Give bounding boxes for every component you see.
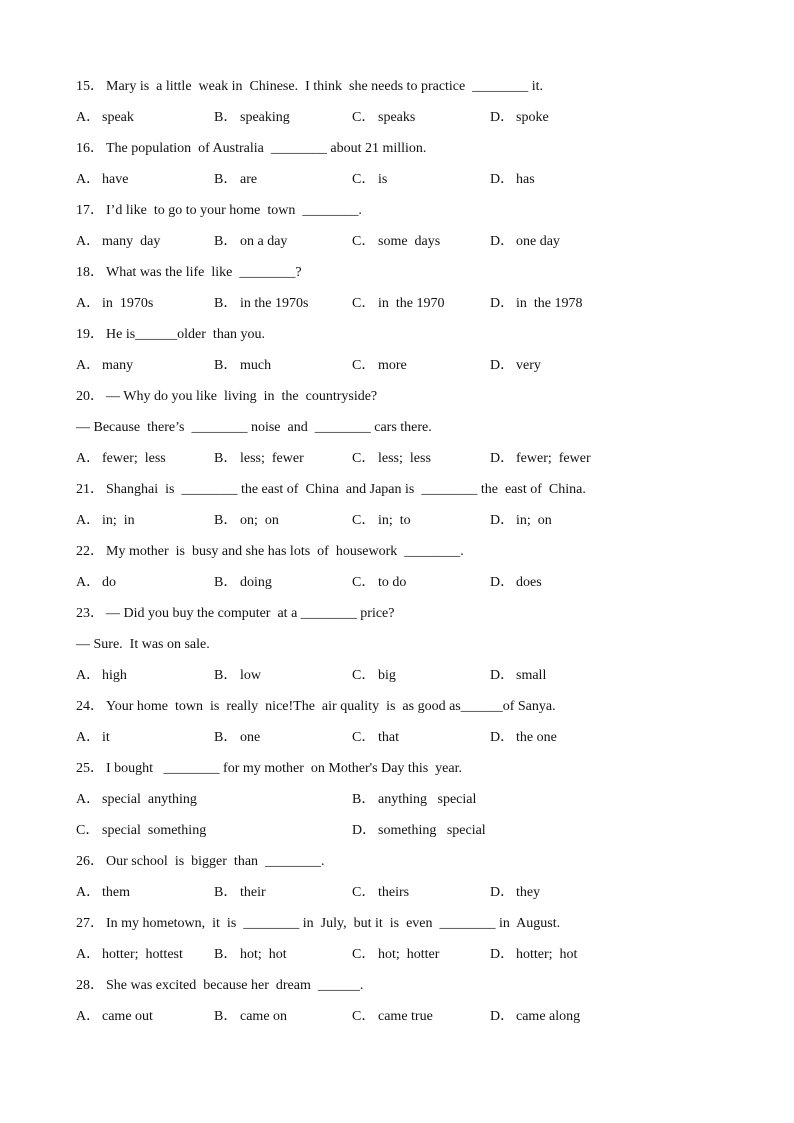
option-letter: C． — [352, 451, 376, 466]
question-block — [76, 479, 716, 541]
answer-option[interactable] — [490, 293, 628, 324]
option-letter: D． — [490, 1009, 515, 1024]
answer-option[interactable] — [214, 665, 352, 696]
option-text: hot; hot — [240, 947, 287, 962]
option-letter: B． — [214, 296, 238, 311]
answer-option[interactable] — [352, 448, 490, 479]
option-letter: C． — [352, 575, 376, 590]
option-text: less; fewer — [240, 451, 304, 466]
option-text: big — [378, 668, 396, 683]
answer-option[interactable] — [490, 727, 628, 758]
answer-option[interactable] — [76, 231, 214, 262]
option-text: fewer; less — [102, 451, 166, 466]
option-text: them — [102, 885, 130, 900]
question-block — [76, 851, 716, 913]
option-text: something special — [378, 823, 486, 838]
question-text: Mary is a little weak in Chinese. I think she needs to practice ________ it. — [106, 79, 544, 94]
answer-option[interactable] — [214, 448, 352, 479]
options-row — [76, 665, 716, 696]
options-row — [76, 510, 716, 541]
option-letter: D． — [490, 885, 515, 900]
option-text: more — [378, 358, 407, 373]
options-row — [76, 355, 716, 386]
option-letter: D． — [490, 296, 515, 311]
option-text: came on — [240, 1009, 288, 1024]
option-letter: B． — [214, 513, 238, 528]
option-letter: C． — [352, 296, 376, 311]
option-text: hotter; hot — [516, 947, 578, 962]
options-row — [76, 882, 716, 913]
option-text: came true — [378, 1009, 433, 1024]
option-letter: C． — [76, 823, 100, 838]
question-text: He is______older than you. — [106, 327, 266, 342]
option-text: some days — [378, 234, 441, 249]
option-text: they — [516, 885, 541, 900]
option-letter: B． — [214, 451, 238, 466]
options-row — [76, 789, 716, 820]
answer-option[interactable] — [352, 944, 490, 975]
option-letter: B． — [214, 947, 238, 962]
answer-option[interactable] — [76, 107, 214, 138]
option-text: in; in — [102, 513, 135, 528]
question-text: Shanghai is ________ the east of China and Japan is ________ the east of China. — [106, 482, 586, 497]
options-row — [76, 107, 716, 138]
option-text: came along — [516, 1009, 581, 1024]
answer-option[interactable] — [76, 727, 214, 758]
option-letter: A． — [76, 885, 101, 900]
question-number: 20． — [76, 389, 104, 404]
option-letter: A． — [76, 296, 101, 311]
answer-option[interactable] — [76, 169, 214, 200]
question-stem — [76, 76, 716, 107]
answer-option[interactable] — [214, 727, 352, 758]
answer-option[interactable] — [352, 572, 490, 603]
option-text: have — [102, 172, 129, 187]
question-block — [76, 975, 716, 1037]
option-letter: A． — [76, 668, 101, 683]
option-letter: A． — [76, 234, 101, 249]
option-text: special something — [102, 823, 207, 838]
option-text: in; to — [378, 513, 411, 528]
question-number: 28． — [76, 978, 104, 993]
question-stem — [76, 479, 716, 510]
question-block — [76, 541, 716, 603]
option-text: one day — [516, 234, 560, 249]
answer-option[interactable] — [352, 510, 490, 541]
answer-option[interactable] — [352, 882, 490, 913]
question-number: 23． — [76, 606, 104, 621]
question-block — [76, 76, 716, 138]
question-text: What was the life like ________? — [106, 265, 302, 280]
question-number: 22． — [76, 544, 104, 559]
option-text: hot; hotter — [378, 947, 440, 962]
question-text: — Why do you like living in the countryside? — [106, 389, 378, 404]
question-text: Your home town is really nice!The air quality is as good as______of Sanya. — [106, 699, 556, 714]
answer-option[interactable] — [352, 820, 628, 851]
option-text: are — [240, 172, 258, 187]
option-text: has — [516, 172, 535, 187]
option-text: in; on — [516, 513, 552, 528]
answer-option[interactable] — [352, 355, 490, 386]
option-letter: D． — [352, 823, 377, 838]
option-letter: A． — [76, 575, 101, 590]
option-text: theirs — [378, 885, 410, 900]
option-text: special anything — [102, 792, 197, 807]
option-letter: B． — [214, 234, 238, 249]
question-number: 17． — [76, 203, 104, 218]
question-stem — [76, 603, 716, 634]
option-text: to do — [378, 575, 407, 590]
question-text: The population of Australia ________ about 21 million. — [106, 141, 427, 156]
answer-option[interactable] — [490, 944, 628, 975]
answer-option[interactable] — [352, 727, 490, 758]
question-text: She was excited because her dream ______. — [106, 978, 364, 993]
answer-option[interactable] — [76, 355, 214, 386]
option-letter: C． — [352, 513, 376, 528]
option-letter: D． — [490, 110, 515, 125]
option-text: in the 1978 — [516, 296, 583, 311]
options-row — [76, 293, 716, 324]
option-text: it — [102, 730, 110, 745]
question-text: In my hometown, it is ________ in July, but it is even ________ in August. — [106, 916, 561, 931]
question-number: 25． — [76, 761, 104, 776]
question-number: 18． — [76, 265, 104, 280]
option-letter: D． — [490, 575, 515, 590]
answer-option[interactable] — [490, 1006, 628, 1037]
option-text: the one — [516, 730, 557, 745]
option-text: their — [240, 885, 266, 900]
option-letter: A． — [76, 358, 101, 373]
option-letter: C． — [352, 1009, 376, 1024]
option-letter: B． — [214, 1009, 238, 1024]
option-text: low — [240, 668, 261, 683]
answer-option[interactable] — [214, 231, 352, 262]
question-text: — Did you buy the computer at a ________ price? — [106, 606, 395, 621]
options-row — [76, 1006, 716, 1037]
question-block — [76, 603, 716, 696]
option-text: on a day — [240, 234, 288, 249]
answer-option[interactable] — [490, 882, 628, 913]
question-number: 24． — [76, 699, 104, 714]
question-text: I bought ________ for my mother on Mother's Day this year. — [106, 761, 462, 776]
options-row — [76, 231, 716, 262]
option-letter: D． — [490, 451, 515, 466]
option-text: speaks — [378, 110, 416, 125]
question-stem — [76, 913, 716, 944]
options-row — [76, 944, 716, 975]
answer-option[interactable] — [352, 293, 490, 324]
answer-option[interactable] — [490, 107, 628, 138]
answer-option[interactable] — [76, 882, 214, 913]
answer-option[interactable] — [352, 169, 490, 200]
question-stem — [76, 138, 716, 169]
option-letter: B． — [214, 730, 238, 745]
question-block — [76, 262, 716, 324]
answer-option[interactable] — [490, 169, 628, 200]
question-block — [76, 913, 716, 975]
answer-option[interactable] — [214, 944, 352, 975]
option-letter: B． — [214, 110, 238, 125]
answer-option[interactable] — [76, 944, 214, 975]
answer-option[interactable] — [76, 820, 352, 851]
answer-option[interactable] — [214, 169, 352, 200]
option-text: one — [240, 730, 261, 745]
option-text: much — [240, 358, 272, 373]
question-stem — [76, 975, 716, 1006]
option-letter: B． — [352, 792, 376, 807]
question-block — [76, 696, 716, 758]
option-text: came out — [102, 1009, 153, 1024]
option-text: in the 1970s — [240, 296, 309, 311]
question-block — [76, 324, 716, 386]
question-number: 27． — [76, 916, 104, 931]
option-letter: C． — [352, 668, 376, 683]
answer-option[interactable] — [352, 665, 490, 696]
question-stem — [76, 851, 716, 882]
question-block — [76, 386, 716, 479]
option-text: very — [516, 358, 541, 373]
option-letter: D． — [490, 668, 515, 683]
option-letter: B． — [214, 358, 238, 373]
question-number: 26． — [76, 854, 104, 869]
answer-option[interactable] — [214, 1006, 352, 1037]
option-text: in the 1970 — [378, 296, 445, 311]
option-letter: A． — [76, 172, 101, 187]
option-text: many — [102, 358, 134, 373]
option-letter: A． — [76, 792, 101, 807]
answer-option[interactable] — [490, 572, 628, 603]
option-text: in 1970s — [102, 296, 154, 311]
question-stem — [76, 262, 716, 293]
question-stem — [76, 200, 716, 231]
answer-option[interactable] — [214, 572, 352, 603]
answer-option[interactable] — [352, 231, 490, 262]
option-letter: A． — [76, 451, 101, 466]
question-number: 15． — [76, 79, 104, 94]
options-row — [76, 448, 716, 479]
answer-option[interactable] — [76, 572, 214, 603]
question-text: I’d like to go to your home town ________. — [106, 203, 362, 218]
option-text: small — [516, 668, 547, 683]
question-number: 16． — [76, 141, 104, 156]
answer-option[interactable] — [76, 448, 214, 479]
question-block — [76, 758, 716, 851]
answer-option[interactable] — [490, 448, 628, 479]
option-letter: A． — [76, 110, 101, 125]
answer-option[interactable] — [490, 510, 628, 541]
option-letter: C． — [352, 172, 376, 187]
option-letter: D． — [490, 234, 515, 249]
option-text: less; less — [378, 451, 431, 466]
option-text: high — [102, 668, 127, 683]
answer-option[interactable] — [214, 107, 352, 138]
option-letter: D． — [490, 172, 515, 187]
question-stem — [76, 696, 716, 727]
option-text: do — [102, 575, 116, 590]
question-sheet — [76, 76, 716, 1037]
answer-option[interactable] — [76, 510, 214, 541]
answer-option[interactable] — [352, 1006, 490, 1037]
option-letter: A． — [76, 1009, 101, 1024]
question-block — [76, 138, 716, 200]
answer-option[interactable] — [490, 231, 628, 262]
question-stem — [76, 386, 716, 417]
option-letter: A． — [76, 730, 101, 745]
option-letter: B． — [214, 668, 238, 683]
option-text: hotter; hottest — [102, 947, 183, 962]
option-text: that — [378, 730, 399, 745]
options-row — [76, 169, 716, 200]
option-letter: C． — [352, 110, 376, 125]
option-letter: C． — [352, 885, 376, 900]
answer-option[interactable] — [76, 293, 214, 324]
option-letter: C． — [352, 730, 376, 745]
option-text: speak — [102, 110, 134, 125]
option-letter: B． — [214, 885, 238, 900]
option-letter: A． — [76, 513, 101, 528]
answer-option[interactable] — [214, 355, 352, 386]
option-letter: D． — [490, 730, 515, 745]
option-text: does — [516, 575, 542, 590]
option-text: spoke — [516, 110, 549, 125]
answer-option[interactable] — [76, 665, 214, 696]
option-letter: B． — [214, 575, 238, 590]
question-stem — [76, 541, 716, 572]
answer-option[interactable] — [490, 665, 628, 696]
question-stem — [76, 758, 716, 789]
option-text: on; on — [240, 513, 279, 528]
option-letter: D． — [490, 358, 515, 373]
option-letter: C． — [352, 947, 376, 962]
question-text: — Because there’s ________ noise and ________ cars there. — [76, 420, 432, 435]
option-text: fewer; fewer — [516, 451, 591, 466]
question-number: 21． — [76, 482, 104, 497]
answer-option[interactable] — [490, 355, 628, 386]
question-stem-continued — [76, 634, 716, 665]
options-row — [76, 727, 716, 758]
answer-option[interactable] — [214, 293, 352, 324]
question-stem — [76, 324, 716, 355]
option-text: speaking — [240, 110, 290, 125]
option-text: many day — [102, 234, 161, 249]
option-letter: C． — [352, 234, 376, 249]
answer-option[interactable] — [76, 789, 352, 820]
option-text: anything special — [378, 792, 477, 807]
option-letter: D． — [490, 513, 515, 528]
answer-option[interactable] — [352, 789, 628, 820]
answer-option[interactable] — [214, 510, 352, 541]
answer-option[interactable] — [76, 1006, 214, 1037]
option-letter: D． — [490, 947, 515, 962]
question-text: — Sure. It was on sale. — [76, 637, 210, 652]
answer-option[interactable] — [352, 107, 490, 138]
question-stem-continued — [76, 417, 716, 448]
option-text: doing — [240, 575, 272, 590]
option-letter: A． — [76, 947, 101, 962]
question-text: Our school is bigger than ________. — [106, 854, 325, 869]
option-text: is — [378, 172, 388, 187]
question-block — [76, 200, 716, 262]
question-text: My mother is busy and she has lots of housework ________. — [106, 544, 464, 559]
answer-option[interactable] — [214, 882, 352, 913]
question-number: 19． — [76, 327, 104, 342]
option-letter: B． — [214, 172, 238, 187]
option-letter: C． — [352, 358, 376, 373]
options-row — [76, 572, 716, 603]
options-row — [76, 820, 716, 851]
